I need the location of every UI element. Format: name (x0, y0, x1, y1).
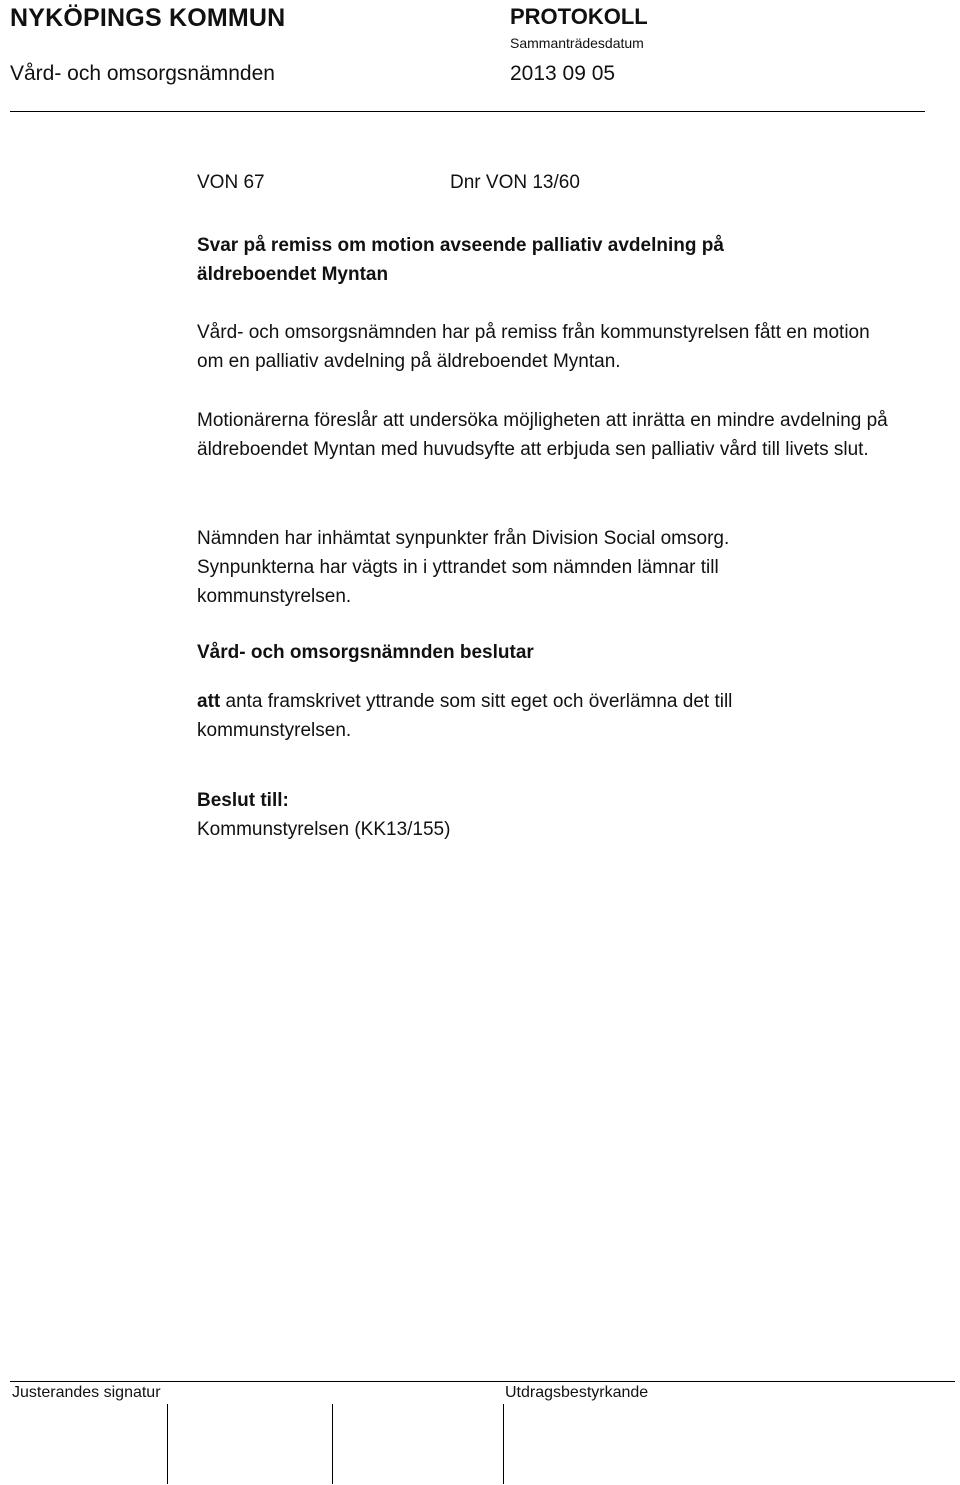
signature-box-divider (503, 1404, 504, 1484)
document-type: PROTOKOLL (510, 4, 648, 29)
item-title: Svar på remiss om motion avseende palliativ avdelning på äldreboendet Myntan (197, 235, 724, 285)
decision-text (197, 687, 837, 745)
diary-number: Dnr VON 13/60 (450, 172, 580, 193)
footer-divider (10, 1381, 955, 1382)
signature-label: Justerandes signatur (12, 1384, 161, 1401)
municipality-name: NYKÖPINGS KOMMUN (10, 4, 286, 32)
decision-body: anta framskrivet yttrande som sitt eget och överlämna det till kommunstyrelsen. (197, 691, 733, 741)
body-paragraph: Motionärerna föreslår att undersöka möjligheten att inrätta en mindre avdelning på äldreboendet Myntan med huvudsyfte att erbjuda sen palliativ vård till livets slut. (197, 410, 888, 460)
extract-certification-label: Utdragsbestyrkande (505, 1384, 649, 1401)
copy-to-heading: Beslut till: (197, 790, 289, 811)
header-divider (10, 111, 925, 112)
decision-keyword: att (197, 691, 221, 712)
copy-to-recipient: Kommunstyrelsen (KK13/155) (197, 819, 451, 840)
body-paragraph: Nämnden har inhämtat synpunkter från Division Social omsorg. Synpunkterna har vägts in i yttrandet som nämnden lämnar till kommunstyrelsen. (197, 528, 730, 607)
decision-heading: Vård- och omsorgsnämnden beslutar (197, 642, 534, 663)
meeting-date: 2013 09 05 (510, 62, 616, 85)
committee-name: Vård- och omsorgsnämnden (10, 62, 275, 85)
meeting-date-label: Sammanträdesdatum (510, 35, 644, 51)
signature-box-divider (167, 1404, 168, 1484)
paragraph-number: VON 67 (197, 172, 265, 193)
body-paragraph: Vård- och omsorgsnämnden har på remiss från kommunstyrelsen fått en motion om en palliativ avdelning på äldreboendet Myntan. (197, 322, 870, 372)
signature-box-divider (332, 1404, 333, 1484)
